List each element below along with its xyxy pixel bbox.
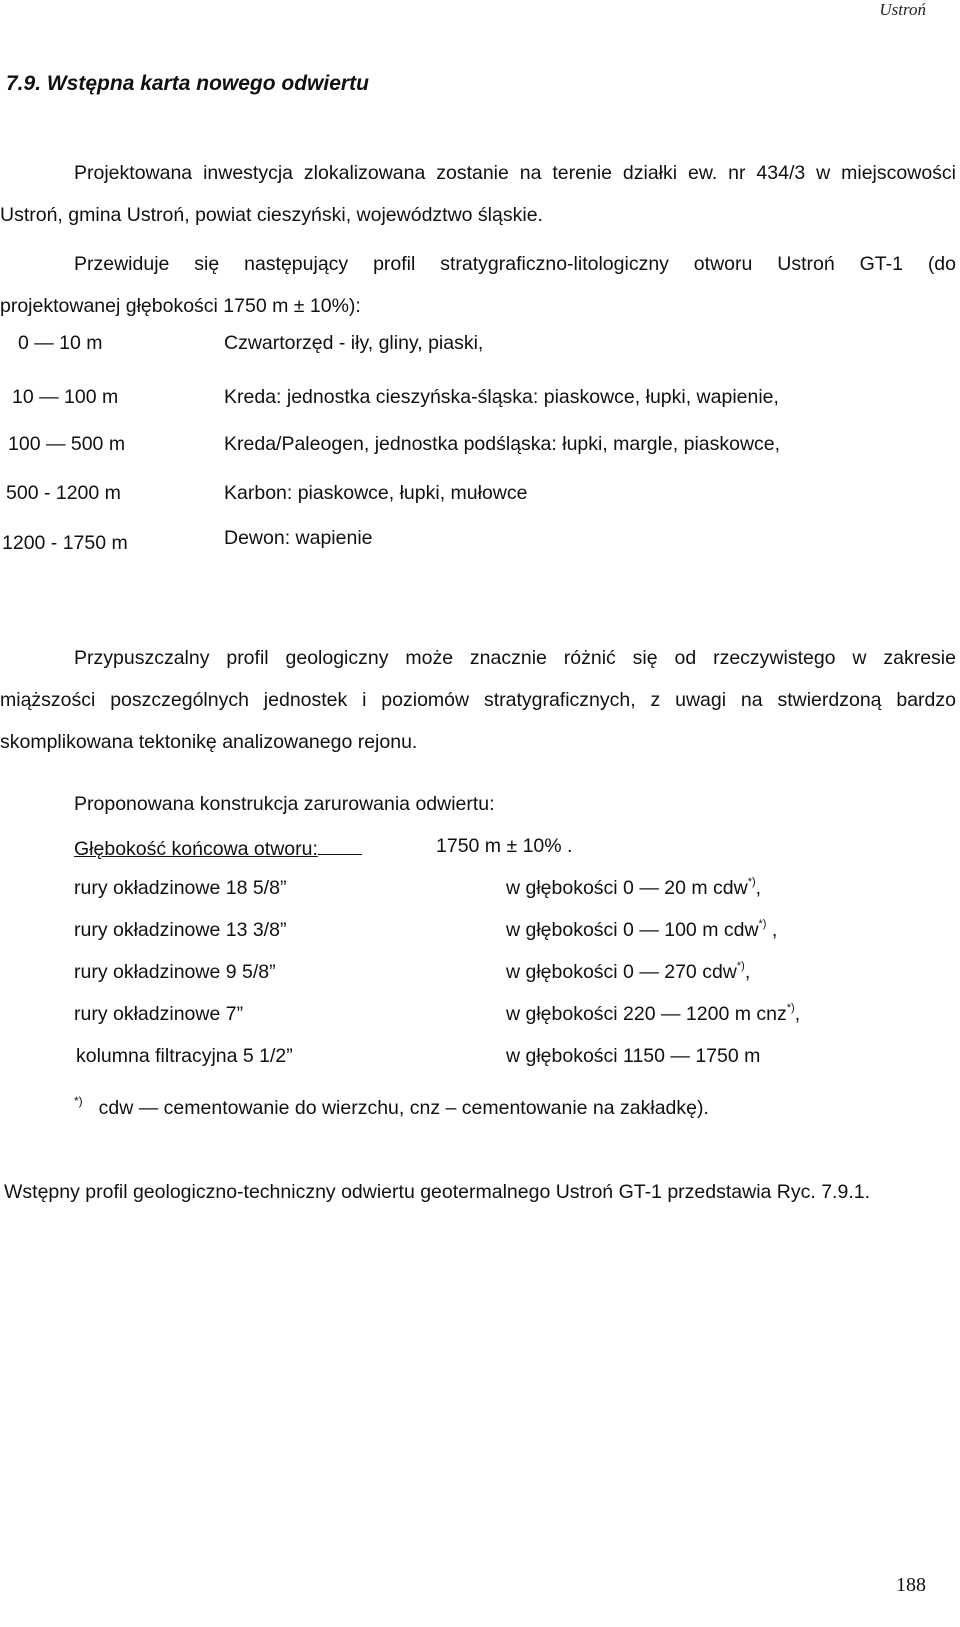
closing-sentence: Wstępny profil geologiczno-techniczny odwiertu geotermalnego Ustroń GT-1 przedstawia Ryc. 7.9.1. [4, 1181, 870, 1203]
profile-depth: 1200 - 1750 m [2, 532, 128, 554]
footnote [74, 1094, 709, 1120]
remark-line-1: Przypuszczalny profil geologiczny może znacznie różnić się od rzeczywistego w zakresie [74, 647, 956, 669]
remark-line-3: skomplikowana tektonikę analizowanego rejonu. [0, 731, 418, 753]
casing-depth: w głębokości 0 — 20 m cdw*), [506, 876, 762, 899]
footnote-mark: *) [74, 1094, 83, 1108]
final-depth-label: Głębokość końcowa otworu: [74, 835, 362, 861]
profile-description: Kreda/Paleogen, jednostka podśląska: łupki, margle, piaskowce, [224, 433, 781, 455]
casing-depth: w głębokości 0 — 100 m cdw*) , [506, 918, 778, 941]
intro-paragraph-profile [0, 243, 956, 327]
intro-line-1: Projektowana inwestycja zlokalizowana zostanie na terenie działki ew. nr 434/3 w miejscowości [74, 162, 956, 184]
profile-depth: 0 — 10 m [18, 332, 103, 354]
final-depth-value: 1750 m ± 10% . [436, 835, 573, 857]
casing-row [74, 1045, 934, 1075]
casing-row [74, 961, 934, 991]
casing-depth: w głębokości 1150 — 1750 m [506, 1045, 761, 1067]
final-depth-row [74, 835, 934, 865]
profile-depth: 10 — 100 m [12, 386, 119, 408]
casing-name: rury okładzinowe 7” [74, 1003, 244, 1025]
casing-depth: w głębokości 220 — 1200 m cnz*), [506, 1002, 801, 1025]
casing-name: rury okładzinowe 13 3/8” [74, 919, 287, 941]
section-title: 7.9. Wstępna karta nowego odwiertu [6, 72, 369, 95]
profile-row [0, 433, 956, 463]
intro-paragraph-location [0, 152, 956, 236]
casing-row [74, 919, 934, 949]
profile-description: Karbon: piaskowce, łupki, mułowce [224, 482, 528, 504]
profile-row [0, 386, 956, 416]
profile-description: Dewon: wapienie [224, 527, 373, 549]
profile-row [0, 332, 956, 362]
profile-depth: 500 - 1200 m [6, 482, 121, 504]
profile-row [0, 527, 956, 557]
construction-heading: Proponowana konstrukcja zarurowania odwiertu: [74, 793, 495, 815]
casing-depth: w głębokości 0 — 270 cdw*), [506, 960, 751, 983]
page-number: 188 [896, 1574, 926, 1596]
casing-row [74, 877, 934, 907]
casing-name: rury okładzinowe 9 5/8” [74, 961, 276, 983]
casing-name: rury okładzinowe 18 5/8” [74, 877, 287, 899]
footnote-text: cdw — cementowanie do wierzchu, cnz – cementowanie na zakładkę). [98, 1097, 709, 1119]
remark-line-2: miąższości poszczególnych jednostek i poziomów stratygraficznych, z uwagi na stwierdzoną bardzo [0, 689, 956, 711]
intro-line-2: Ustroń, gmina Ustroń, powiat cieszyński, województwo śląskie. [0, 204, 543, 226]
profile-depth: 100 — 500 m [8, 433, 126, 455]
running-header: Ustroń [879, 0, 926, 19]
intro-line-3: Przewiduje się następujący profil stratygraficzno-litologiczny otworu Ustroń GT-1 (do [74, 253, 956, 275]
casing-name: kolumna filtracyjna 5 1/2” [76, 1045, 293, 1067]
intro-line-4: projektowanej głębokości 1750 m ± 10%): [0, 295, 361, 317]
casing-row [74, 1003, 934, 1033]
remark-paragraph [0, 637, 956, 763]
profile-row [0, 482, 956, 512]
profile-description: Kreda: jednostka cieszyńska-śląska: piaskowce, łupki, wapienie, [224, 386, 779, 408]
profile-description: Czwartorzęd - iły, gliny, piaski, [224, 332, 484, 354]
